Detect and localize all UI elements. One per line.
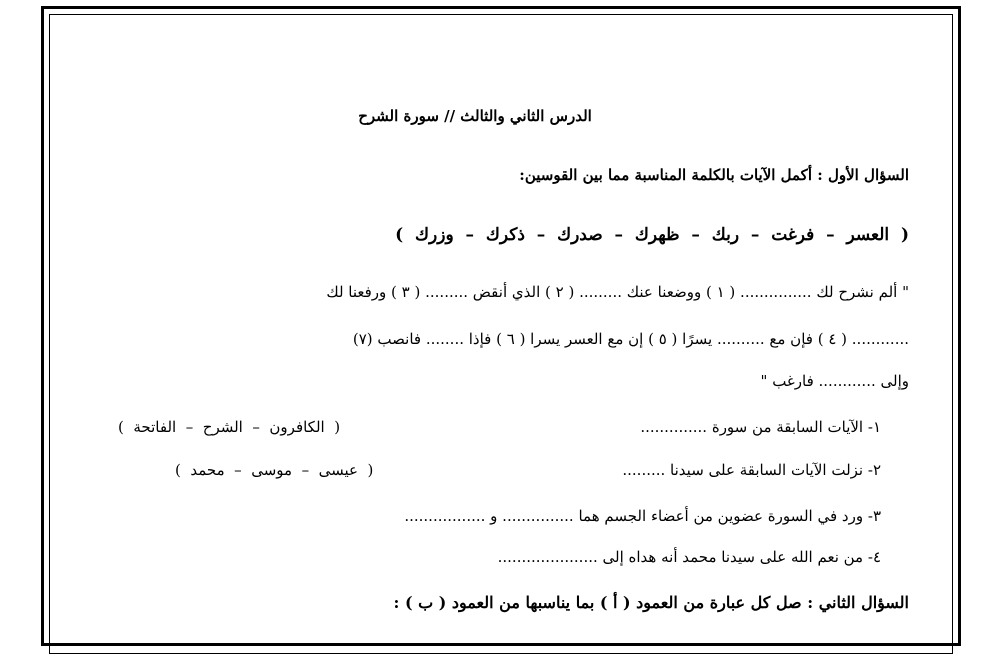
item-3-text: ٣- ورد في السورة عضوين من أعضاء الجسم هما ............... و .................	[404, 507, 881, 525]
item-2-choices: ( عيسى – موسى – محمد )	[175, 461, 374, 479]
item-2-text: ٢- نزلت الآيات السابقة على سيدنا .........	[622, 461, 881, 479]
question-2-heading: السؤال الثاني : صل كل عبارة من العمود ( أ ) بما يناسبها من العمود ( ب ) :	[393, 593, 909, 612]
passage-line-2: ............ ( ٤ ) فإن مع .......... يسرًا ( ٥ ) إن مع العسر يسرا ( ٦ ) فإذا ........ فانصب (٧)	[352, 330, 909, 348]
word-bank: ( العسر – فرغت – ربك – ظهرك – صدرك – ذكرك – وزرك )	[395, 225, 909, 245]
item-4-text: ٤- من نعم الله على سيدنا محمد أنه هداه إلى .....................	[497, 548, 881, 566]
item-1-text: ١- الآيات السابقة من سورة ..............	[640, 418, 881, 436]
passage-line-1: " ألم نشرح لك ............... ( ١ ) ووضعنا عنك ......... ( ٢ ) الذي أنقض ......... ( ٣ ) ورفعنا لك	[326, 283, 909, 301]
passage-line-3: وإلى ............ فارغب "	[760, 372, 909, 390]
question-1-heading: السؤال الأول : أكمل الآيات بالكلمة المناسبة مما بين القوسين:	[519, 166, 909, 184]
lesson-title: الدرس الثاني والثالث // سورة الشرح	[358, 107, 592, 125]
item-1-choices: ( الكافرون – الشرح – الفاتحة )	[118, 418, 341, 436]
